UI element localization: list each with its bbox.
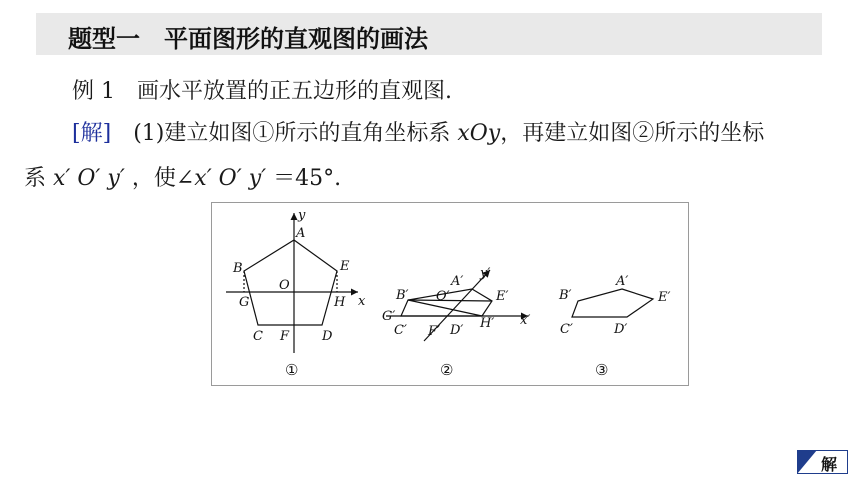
fig2-label-e: E′ <box>496 289 509 304</box>
figure-3 <box>572 289 653 317</box>
fig3-label-a: A′ <box>616 274 629 289</box>
fig1-label-c: C <box>253 329 263 344</box>
fig2-label-o: O′ <box>436 289 450 304</box>
fig1-label-d: D <box>322 329 333 344</box>
solution-line-1 <box>72 116 764 147</box>
fig3-label-e: E′ <box>658 290 671 305</box>
fig1-label-g: G <box>239 295 250 310</box>
fig1-caption: ① <box>285 361 299 379</box>
solution-text-1-tail: ，再建立如图②所示的坐标 <box>500 121 765 146</box>
angle-name: x′ O′ y′ <box>194 166 267 191</box>
figure-panel <box>211 202 689 386</box>
fig2-label-f: F′ <box>428 324 440 339</box>
fig3-label-d: D′ <box>614 322 628 337</box>
figure-1 <box>226 213 358 353</box>
fig2-caption: ② <box>440 361 454 379</box>
answer-button-label: 解 <box>821 455 838 474</box>
oblique-coord-name: x′ O′ y′ <box>53 166 125 191</box>
fig1-label-b: B <box>233 261 243 276</box>
fig2-label-h: H′ <box>480 316 495 331</box>
fig1-pentagon <box>244 240 337 325</box>
fig2-label-b: B′ <box>396 288 409 303</box>
solution-text-1: (1)建立如图①所示的直角坐标系 <box>133 121 458 146</box>
figure-svg <box>212 203 688 385</box>
fig1-label-x: x <box>358 294 366 309</box>
section-title: 题型一 平面图形的直观图的画法 <box>68 25 428 53</box>
fig2-label-g: G′ <box>382 309 396 324</box>
fig3-label-b: B′ <box>559 288 572 303</box>
example-label: 例 1 <box>72 79 115 104</box>
solution-text-2a: 系 <box>24 166 53 191</box>
fig1-label-y: y <box>298 208 306 223</box>
example-line <box>72 74 452 105</box>
fig1-label-h: H <box>334 295 346 310</box>
fig1-label-o: O <box>279 278 290 293</box>
fig2-label-x: x′ <box>520 313 531 328</box>
fig1-label-e: E <box>340 259 350 274</box>
solution-line-2 <box>24 161 341 192</box>
fig1-label-a: A <box>296 226 306 241</box>
fig3-pentagon <box>572 289 653 317</box>
fig2-label-a: A′ <box>451 274 464 289</box>
fig1-label-f: F <box>280 329 290 344</box>
solution-tag: [解] <box>72 121 112 146</box>
fig2-label-d: D′ <box>450 323 464 338</box>
example-text: 画水平放置的正五边形的直观图. <box>137 79 453 104</box>
fig3-caption: ③ <box>595 361 609 379</box>
fig3-label-c: C′ <box>560 322 573 337</box>
solution-text-2c: ＝45°. <box>266 166 342 191</box>
coord-system-name: xOy <box>457 121 501 146</box>
answer-button[interactable] <box>797 450 848 474</box>
fig2-line-be <box>408 300 492 301</box>
section-title-bar <box>36 13 822 55</box>
answer-button-triangle-icon <box>797 450 817 474</box>
fig2-label-c: C′ <box>394 323 407 338</box>
fig2-label-y: y′ <box>480 266 491 281</box>
solution-text-2b: ，使∠ <box>124 166 195 191</box>
